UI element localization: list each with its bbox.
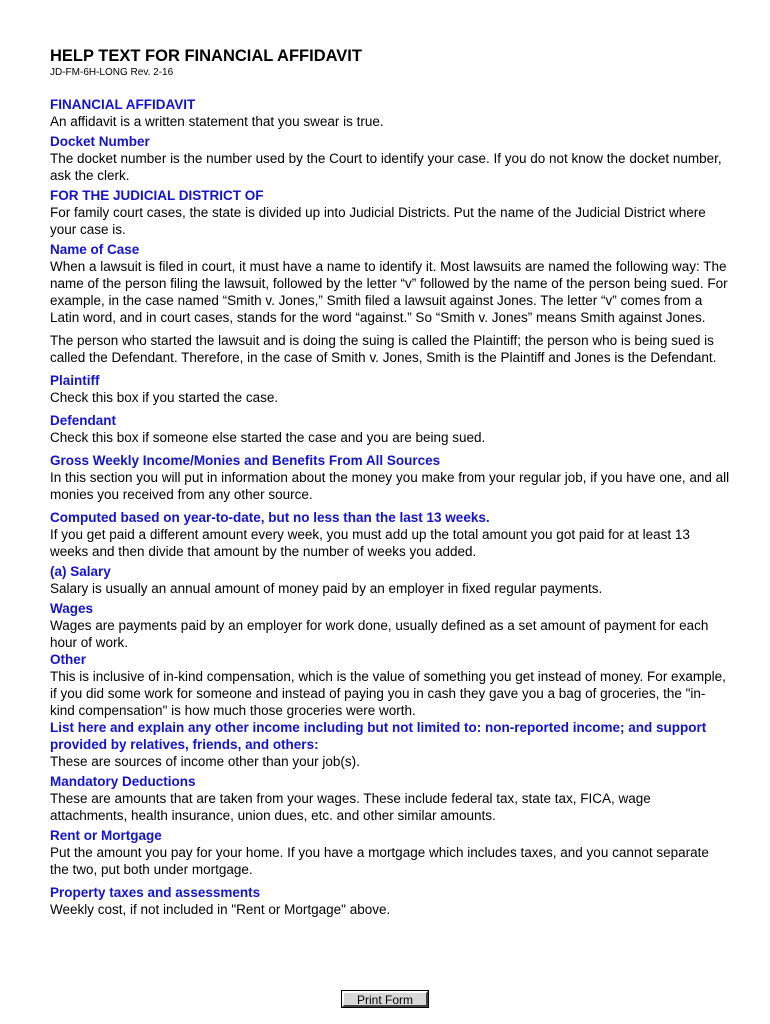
section-heading: Docket Number [50, 134, 150, 149]
section-body: When a lawsuit is filed in court, it must have a name to identify it. Most lawsuits are named the following way: The name of the person filing the lawsuit, followed by the letter “v” followed by the name of the person being sued. For example, in the case named “Smith v. Jones,” Smith filed a lawsuit against Jones. The letter “v” comes from a Latin word, and in court cases, stands for the word “against.” So “Smith v. Jones” means Smith against Jones. [50, 259, 728, 325]
page-title: HELP TEXT FOR FINANCIAL AFFIDAVIT [50, 47, 362, 65]
section-heading: FINANCIAL AFFIDAVIT [50, 97, 196, 112]
section-heading: Defendant [50, 413, 117, 428]
section-body-2: The person who started the lawsuit and is doing the suing is called the Plaintiff; the person who is being sued is called the Defendant. Therefore, in the case of Smith v. Jones, Smith is the Plaintiff and Jones is the Defendant. [50, 333, 717, 365]
form-id: JD-FM-6H-LONG Rev. 2-16 [50, 67, 174, 78]
section-heading: Plaintiff [50, 373, 100, 388]
section-heading: Computed based on year-to-date, but no less than the last 13 weeks. [50, 510, 490, 525]
section-body: If you get paid a different amount every week, you must add up the total amount you got paid for at least 13 weeks and then divide that amount by the number of weeks you added. [50, 527, 690, 559]
section-property-taxes [50, 884, 730, 918]
section-defendant [50, 412, 730, 446]
section-heading: Mandatory Deductions [50, 774, 196, 789]
print-form-button[interactable]: Print Form [342, 991, 428, 1007]
section-heading: Gross Weekly Income/Monies and Benefits From All Sources [50, 453, 441, 468]
section-name-of-case [50, 241, 730, 366]
section-other-income [50, 719, 730, 770]
section-body: These are sources of income other than your job(s). [50, 754, 360, 769]
section-heading: (a) Salary [50, 564, 111, 579]
section-body: For family court cases, the state is divided up into Judicial Districts. Put the name of the Judicial District where your case is. [50, 205, 706, 237]
section-computed-basis [50, 509, 730, 560]
section-heading: List here and explain any other income including but not limited to: non-reported income; and support provided by relatives, friends, and others: [50, 720, 707, 752]
section-mandatory-deductions [50, 773, 730, 824]
section-body: Salary is usually an annual amount of money paid by an employer in fixed regular payments. [50, 581, 603, 596]
section-body: The docket number is the number used by the Court to identify your case. If you do not know the docket number, ask the clerk. [50, 151, 722, 183]
section-body: This is inclusive of in-kind compensation, which is the value of something you get instead of money. For example, if you did some work for someone and instead of paying you in cash they gave you a bag of groceries, the "in-kind compensation" is how much those groceries were worth. [50, 669, 726, 718]
section-body: These are amounts that are taken from your wages. These include federal tax, state tax, FICA, wage attachments, health insurance, union dues, etc. and other similar amounts. [50, 791, 651, 823]
section-plaintiff [50, 372, 730, 406]
section-financial-affidavit [50, 96, 730, 130]
section-heading: Property taxes and assessments [50, 885, 261, 900]
help-document [50, 46, 730, 918]
section-heading: Rent or Mortgage [50, 828, 162, 843]
section-salary [50, 563, 730, 597]
section-gross-weekly-income [50, 452, 730, 503]
section-body: An affidavit is a written statement that you swear is true. [50, 114, 384, 129]
section-heading: FOR THE JUDICIAL DISTRICT OF [50, 188, 264, 203]
section-body: Put the amount you pay for your home. If you have a mortgage which includes taxes, and you cannot separate the two, put both under mortgage. [50, 845, 709, 877]
section-judicial-district [50, 187, 730, 238]
section-body: Check this box if you started the case. [50, 390, 279, 405]
section-wages [50, 600, 730, 651]
section-body: Wages are payments paid by an employer for work done, usually defined as a set amount of payment for each hour of work. [50, 618, 709, 650]
section-body: In this section you will put in information about the money you make from your regular job, if you have one, and all monies you received from any other source. [50, 470, 730, 502]
section-docket-number [50, 133, 730, 184]
section-heading: Wages [50, 601, 94, 616]
section-other [50, 651, 730, 719]
section-body: Check this box if someone else started the case and you are being sued. [50, 430, 486, 445]
section-body: Weekly cost, if not included in "Rent or Mortgage" above. [50, 902, 391, 917]
section-rent-mortgage [50, 827, 730, 878]
section-heading: Name of Case [50, 242, 140, 257]
help-sections [50, 96, 730, 918]
section-heading: Other [50, 652, 87, 667]
